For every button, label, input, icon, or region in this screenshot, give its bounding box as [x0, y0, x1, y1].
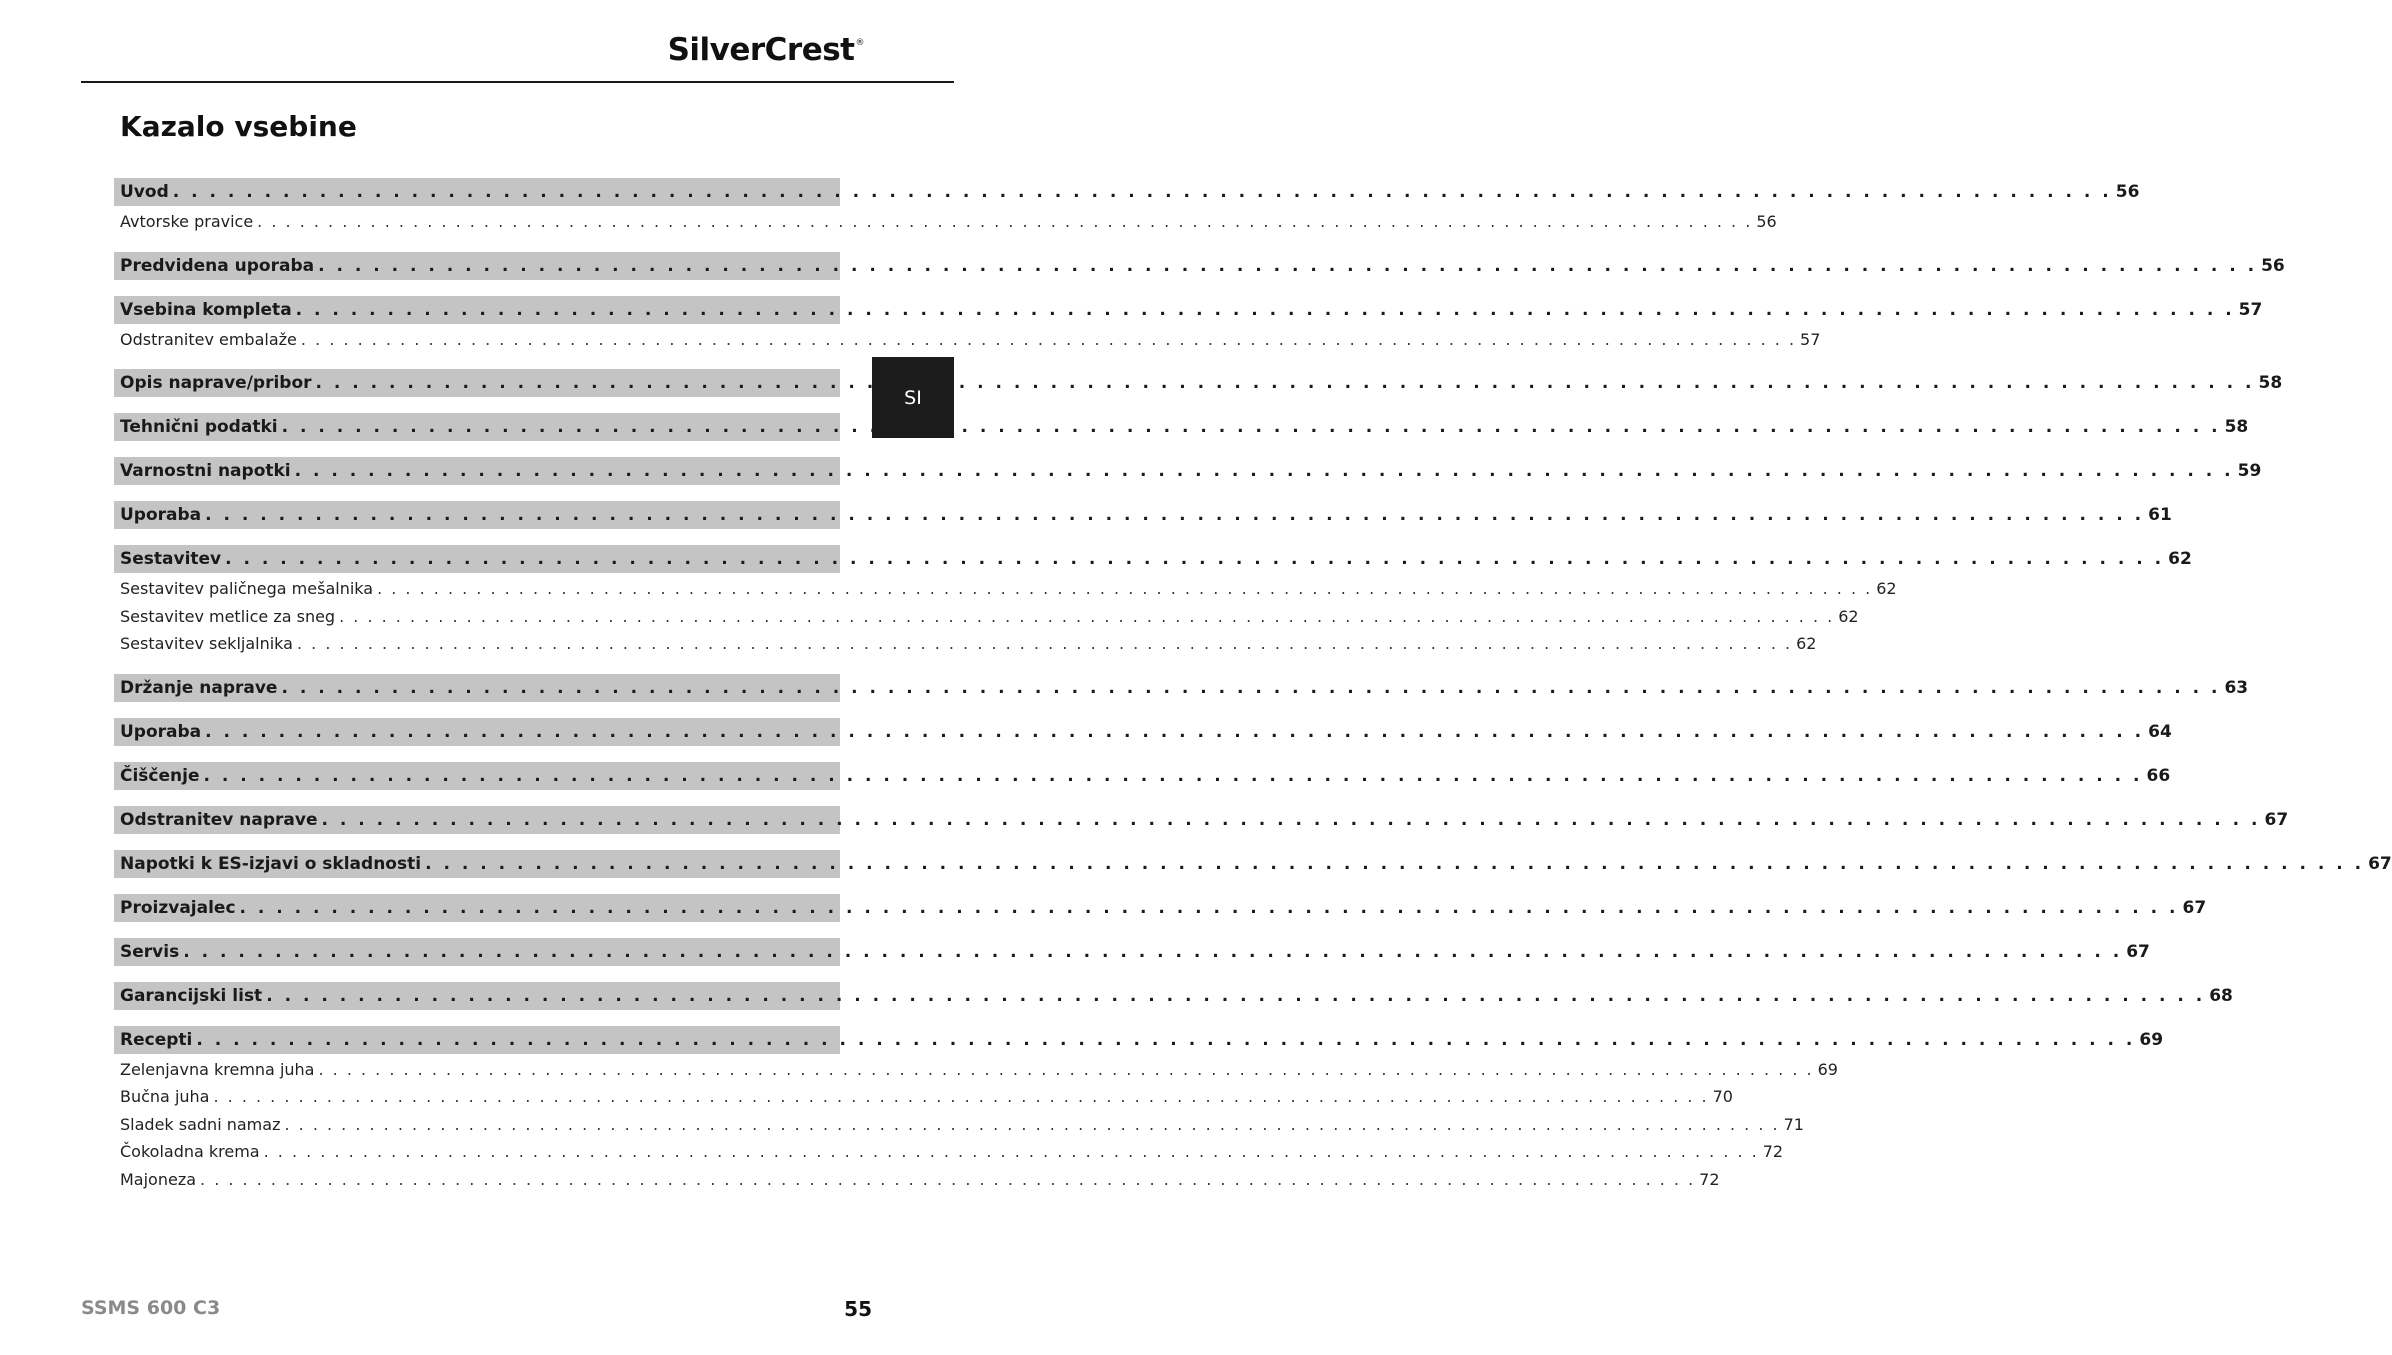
footer-page-number: 55 [844, 1297, 872, 1321]
toc-section-title: Uporaba [120, 721, 202, 742]
toc-section-row [114, 982, 2233, 1010]
toc-section-page: 67 [2264, 809, 2289, 830]
toc-leader: . . . . . . . . . . . . . . . . . . . . . . . . . . . . . . . . . . . . . . . . . . . . . . . . . . . . . . . . . . . . . . . . . . . . . . . . . . . . . . . . . . . . . . . . . . . . . . . . . . . . . . . . . . [200, 1169, 1696, 1189]
toc-subsection-page: 56 [1756, 212, 1777, 232]
toc-subsection-title: Bučna juha [120, 1087, 210, 1107]
toc-section-title: Proizvajalec [120, 897, 236, 918]
toc-section-title: Tehnični podatki [120, 417, 278, 437]
toc-section-row [114, 369, 2283, 397]
toc-subsection-page: 69 [1817, 1059, 1838, 1079]
toc-leader: . . . . . . . . . . . . . . . . . . . . . . . . . . . . . . . . . . . . . . . . . . . . . . . . . . . . . . . . . . . . . . . . . . . . . . . . . . . . . . . . . . . . . . . . . . . . . . . . . . . . . . . . . . [321, 809, 2261, 830]
toc-section-row [114, 252, 2285, 280]
toc-leader: . . . . . . . . . . . . . . . . . . . . . . . . . . . . . . . . . . . . . . . . . . . . . . . . . . . . . . . . . . . . . . . . . . . . . . . . . . . . . . . . . . . . . . . . . . . . . . . . . . . . . . . . . . [377, 579, 1873, 599]
toc-leader: . . . . . . . . . . . . . . . . . . . . . . . . . . . . . . . . . . . . . . . . . . . . . . . . . . . . . . . . . . . . . . . . . . . . . . . . . . . . . . . . . . . . . . . . . . . . . . . . . . . . . . . . . . [296, 634, 1793, 654]
toc-subsection-row [114, 603, 1859, 631]
toc-section-row [114, 938, 2150, 966]
toc-subsection-title: Sestavitev sekljalnika [120, 634, 293, 654]
toc-subsection-row [114, 630, 1817, 658]
toc-subsection-title: Sladek sadni namaz [120, 1114, 281, 1134]
toc-subsection-title: Čokoladna krema [120, 1142, 260, 1162]
toc-section-title: Odstranitev naprave [120, 809, 318, 830]
toc-section-title: Čiščenje [120, 765, 200, 786]
toc-leader: . . . . . . . . . . . . . . . . . . . . . . . . . . . . . . . . . . . . . . . . . . . . . . . . . . . . . . . . . . . . . . . . . . . . . . . . . . . . . . . . . . . . . . . . . . . . . . . . . . . . . . . . . . [239, 897, 2179, 918]
toc-subsection-row [114, 575, 1897, 603]
toc-section-page: 57 [2238, 299, 2263, 320]
toc-section-row [114, 762, 2171, 790]
toc-subsection-row [114, 1111, 1804, 1139]
toc-subsection-title: Sestavitev paličnega mešalnika [120, 579, 374, 599]
toc-section-title: Varnostni napotki [120, 461, 291, 481]
toc-section-row [114, 545, 2192, 573]
toc-subsection-title: Sestavitev metlice za sneg [120, 606, 336, 626]
toc-leader: . . . . . . . . . . . . . . . . . . . . . . . . . . . . . . . . . . . . . . . . . . . . . . . . . . . . . . . . . . . . . . . . . . . . . . . . . . . . . . . . . . . . . . . . . . . . . . . . . . . . . . . . . . [172, 182, 2112, 202]
toc-section-page: 58 [2258, 373, 2283, 393]
toc-section-page: 59 [2237, 461, 2262, 481]
toc-section-page: 67 [2368, 853, 2392, 874]
toc-leader: . . . . . . . . . . . . . . . . . . . . . . . . . . . . . . . . . . . . . . . . . . . . . . . . . . . . . . . . . . . . . . . . . . . . . . . . . . . . . . . . . . . . . . . . . . . . . . . . . . . . . . . . . . [318, 255, 2258, 276]
toc-section-title: Garancijski list [120, 985, 263, 1006]
toc-leader: . . . . . . . . . . . . . . . . . . . . . . . . . . . . . . . . . . . . . . . . . . . . . . . . . . . . . . . . . . . . . . . . . . . . . . . . . . . . . . . . . . . . . . . . . . . . . . . . . . . . . . . . . . [183, 941, 2123, 962]
toc-section-row [114, 718, 2172, 746]
toc-section-title: Uporaba [120, 505, 202, 525]
page-title: Kazalo vsebine [120, 110, 357, 143]
toc-leader: . . . . . . . . . . . . . . . . . . . . . . . . . . . . . . . . . . . . . . . . . . . . . . . . . . . . . . . . . . . . . . . . . . . . . . . . . . . . . . . . . . . . . . . . . . . . . . . . . . . . . . . . . . [425, 853, 2365, 874]
toc-leader: . . . . . . . . . . . . . . . . . . . . . . . . . . . . . . . . . . . . . . . . . . . . . . . . . . . . . . . . . . . . . . . . . . . . . . . . . . . . . . . . . . . . . . . . . . . . . . . . . . . . . . . . . . [300, 329, 1797, 349]
toc-leader: . . . . . . . . . . . . . . . . . . . . . . . . . . . . . . . . . . . . . . . . . . . . . . . . . . . . . . . . . . . . . . . . . . . . . . . . . . . . . . . . . . . . . . . . . . . . . . . . . . . . . . . . . . [318, 1059, 1814, 1079]
toc-leader: . . . . . . . . . . . . . . . . . . . . . . . . . . . . . . . . . . . . . . . . . . . . . . . . . . . . . . . . . . . . . . . . . . . . . . . . . . . . . . . . . . . . . . . . . . . . . . . . . . . . . . . . . . [257, 212, 1753, 232]
toc-subsection-title: Avtorske pravice [120, 212, 254, 232]
toc-section-row [114, 296, 2263, 324]
toc-leader: . . . . . . . . . . . . . . . . . . . . . . . . . . . . . . . . . . . . . . . . . . . . . . . . . . . . . . . . . . . . . . . . . . . . . . . . . . . . . . . . . . . . . . . . . . . . . . . . . . . . . . . . . . [315, 373, 2255, 393]
toc-leader: . . . . . . . . . . . . . . . . . . . . . . . . . . . . . . . . . . . . . . . . . . . . . . . . . . . . . . . . . . . . . . . . . . . . . . . . . . . . . . . . . . . . . . . . . . . . . . . . . . . . . . . . . . [339, 606, 1835, 626]
toc-section-title: Opis naprave/pribor [120, 373, 312, 393]
toc-leader: . . . . . . . . . . . . . . . . . . . . . . . . . . . . . . . . . . . . . . . . . . . . . . . . . . . . . . . . . . . . . . . . . . . . . . . . . . . . . . . . . . . . . . . . . . . . . . . . . . . . . . . . . . [294, 461, 2234, 481]
toc-leader: . . . . . . . . . . . . . . . . . . . . . . . . . . . . . . . . . . . . . . . . . . . . . . . . . . . . . . . . . . . . . . . . . . . . . . . . . . . . . . . . . . . . . . . . . . . . . . . . . . . . . . . . . . [225, 549, 2165, 569]
toc-section-page: 61 [2148, 505, 2172, 525]
toc-section-row [114, 894, 2207, 922]
toc-section-page: 64 [2148, 721, 2172, 742]
toc-leader: . . . . . . . . . . . . . . . . . . . . . . . . . . . . . . . . . . . . . . . . . . . . . . . . . . . . . . . . . . . . . . . . . . . . . . . . . . . . . . . . . . . . . . . . . . . . . . . . . . . . . . . . . . [284, 1114, 1780, 1134]
toc-section-page: 67 [2126, 941, 2150, 962]
toc-subsection-page: 71 [1783, 1114, 1804, 1134]
toc-leader: . . . . . . . . . . . . . . . . . . . . . . . . . . . . . . . . . . . . . . . . . . . . . . . . . . . . . . . . . . . . . . . . . . . . . . . . . . . . . . . . . . . . . . . . . . . . . . . . . . . . . . . . . . [281, 677, 2221, 698]
toc-section-page: 58 [2224, 417, 2249, 437]
toc-leader: . . . . . . . . . . . . . . . . . . . . . . . . . . . . . . . . . . . . . . . . . . . . . . . . . . . . . . . . . . . . . . . . . . . . . . . . . . . . . . . . . . . . . . . . . . . . . . . . . . . . . . . . . . [263, 1142, 1759, 1162]
toc-section-row [114, 806, 2289, 834]
toc-subsection-title: Odstranitev embalaže [120, 329, 297, 349]
toc-section-row [114, 501, 2172, 529]
toc-subsection-page: 62 [1838, 606, 1859, 626]
toc-subsection-row [114, 208, 1777, 236]
toc-section-page: 66 [2146, 765, 2171, 786]
toc-section-row [114, 457, 2262, 485]
toc-subsection-page: 62 [1876, 579, 1897, 599]
toc-subsection-row [114, 1138, 1784, 1166]
toc-section-page: 63 [2224, 677, 2249, 698]
toc-section-title: Predvidena uporaba [120, 255, 315, 276]
toc-section-row [114, 178, 2140, 206]
table-of-contents [114, 178, 2392, 1193]
toc-section-title: Vsebina kompleta [120, 299, 292, 320]
toc-subsection-page: 72 [1699, 1169, 1720, 1189]
toc-subsection-row [114, 1083, 1733, 1111]
toc-leader: . . . . . . . . . . . . . . . . . . . . . . . . . . . . . . . . . . . . . . . . . . . . . . . . . . . . . . . . . . . . . . . . . . . . . . . . . . . . . . . . . . . . . . . . . . . . . . . . . . . . . . . . . . [295, 299, 2235, 320]
toc-section-title: Uvod [120, 182, 169, 202]
toc-section-page: 62 [2168, 549, 2192, 569]
brand-name: SilverCrest [667, 32, 855, 68]
toc-subsection-row [114, 326, 1821, 354]
toc-section-row [114, 1026, 2164, 1054]
header-rule [81, 81, 954, 83]
toc-leader: . . . . . . . . . . . . . . . . . . . . . . . . . . . . . . . . . . . . . . . . . . . . . . . . . . . . . . . . . . . . . . . . . . . . . . . . . . . . . . . . . . . . . . . . . . . . . . . . . . . . . . . . . . [213, 1087, 1709, 1107]
toc-section-row [114, 674, 2249, 702]
toc-subsection-row [114, 1166, 1720, 1194]
toc-section-row [114, 413, 2249, 441]
toc-subsection-page: 70 [1712, 1087, 1733, 1107]
toc-section-page: 67 [2182, 897, 2207, 918]
registered-mark: ® [855, 38, 864, 48]
toc-section-page: 69 [2139, 1029, 2164, 1050]
toc-section-row [114, 850, 2392, 878]
toc-leader: . . . . . . . . . . . . . . . . . . . . . . . . . . . . . . . . . . . . . . . . . . . . . . . . . . . . . . . . . . . . . . . . . . . . . . . . . . . . . . . . . . . . . . . . . . . . . . . . . . . . . . . . . . [281, 417, 2221, 437]
toc-section-page: 56 [2115, 182, 2140, 202]
toc-subsection-page: 62 [1796, 634, 1817, 654]
toc-leader: . . . . . . . . . . . . . . . . . . . . . . . . . . . . . . . . . . . . . . . . . . . . . . . . . . . . . . . . . . . . . . . . . . . . . . . . . . . . . . . . . . . . . . . . . . . . . . . . . . . . . . . . . . [203, 765, 2143, 786]
toc-section-title: Napotki k ES-izjavi o skladnosti [120, 853, 422, 874]
toc-section-page: 68 [2209, 985, 2233, 1006]
toc-section-title: Servis [120, 941, 180, 962]
toc-section-page: 56 [2261, 255, 2285, 276]
language-tab: SI [872, 357, 954, 438]
toc-leader: . . . . . . . . . . . . . . . . . . . . . . . . . . . . . . . . . . . . . . . . . . . . . . . . . . . . . . . . . . . . . . . . . . . . . . . . . . . . . . . . . . . . . . . . . . . . . . . . . . . . . . . . . . [205, 505, 2145, 525]
toc-section-title: Držanje naprave [120, 677, 278, 698]
footer-model: SSMS 600 C3 [81, 1297, 221, 1319]
toc-subsection-title: Majoneza [120, 1169, 197, 1189]
brand-logo [668, 32, 864, 68]
toc-leader: . . . . . . . . . . . . . . . . . . . . . . . . . . . . . . . . . . . . . . . . . . . . . . . . . . . . . . . . . . . . . . . . . . . . . . . . . . . . . . . . . . . . . . . . . . . . . . . . . . . . . . . . . . [205, 721, 2145, 742]
toc-subsection-title: Zelenjavna kremna juha [120, 1059, 315, 1079]
toc-subsection-row [114, 1056, 1838, 1084]
toc-subsection-page: 57 [1800, 329, 1821, 349]
toc-section-title: Recepti [120, 1029, 193, 1050]
toc-section-title: Sestavitev [120, 549, 222, 569]
toc-subsection-page: 72 [1762, 1142, 1784, 1162]
toc-leader: . . . . . . . . . . . . . . . . . . . . . . . . . . . . . . . . . . . . . . . . . . . . . . . . . . . . . . . . . . . . . . . . . . . . . . . . . . . . . . . . . . . . . . . . . . . . . . . . . . . . . . . . . . [266, 985, 2206, 1006]
toc-leader: . . . . . . . . . . . . . . . . . . . . . . . . . . . . . . . . . . . . . . . . . . . . . . . . . . . . . . . . . . . . . . . . . . . . . . . . . . . . . . . . . . . . . . . . . . . . . . . . . . . . . . . . . . [196, 1029, 2136, 1050]
